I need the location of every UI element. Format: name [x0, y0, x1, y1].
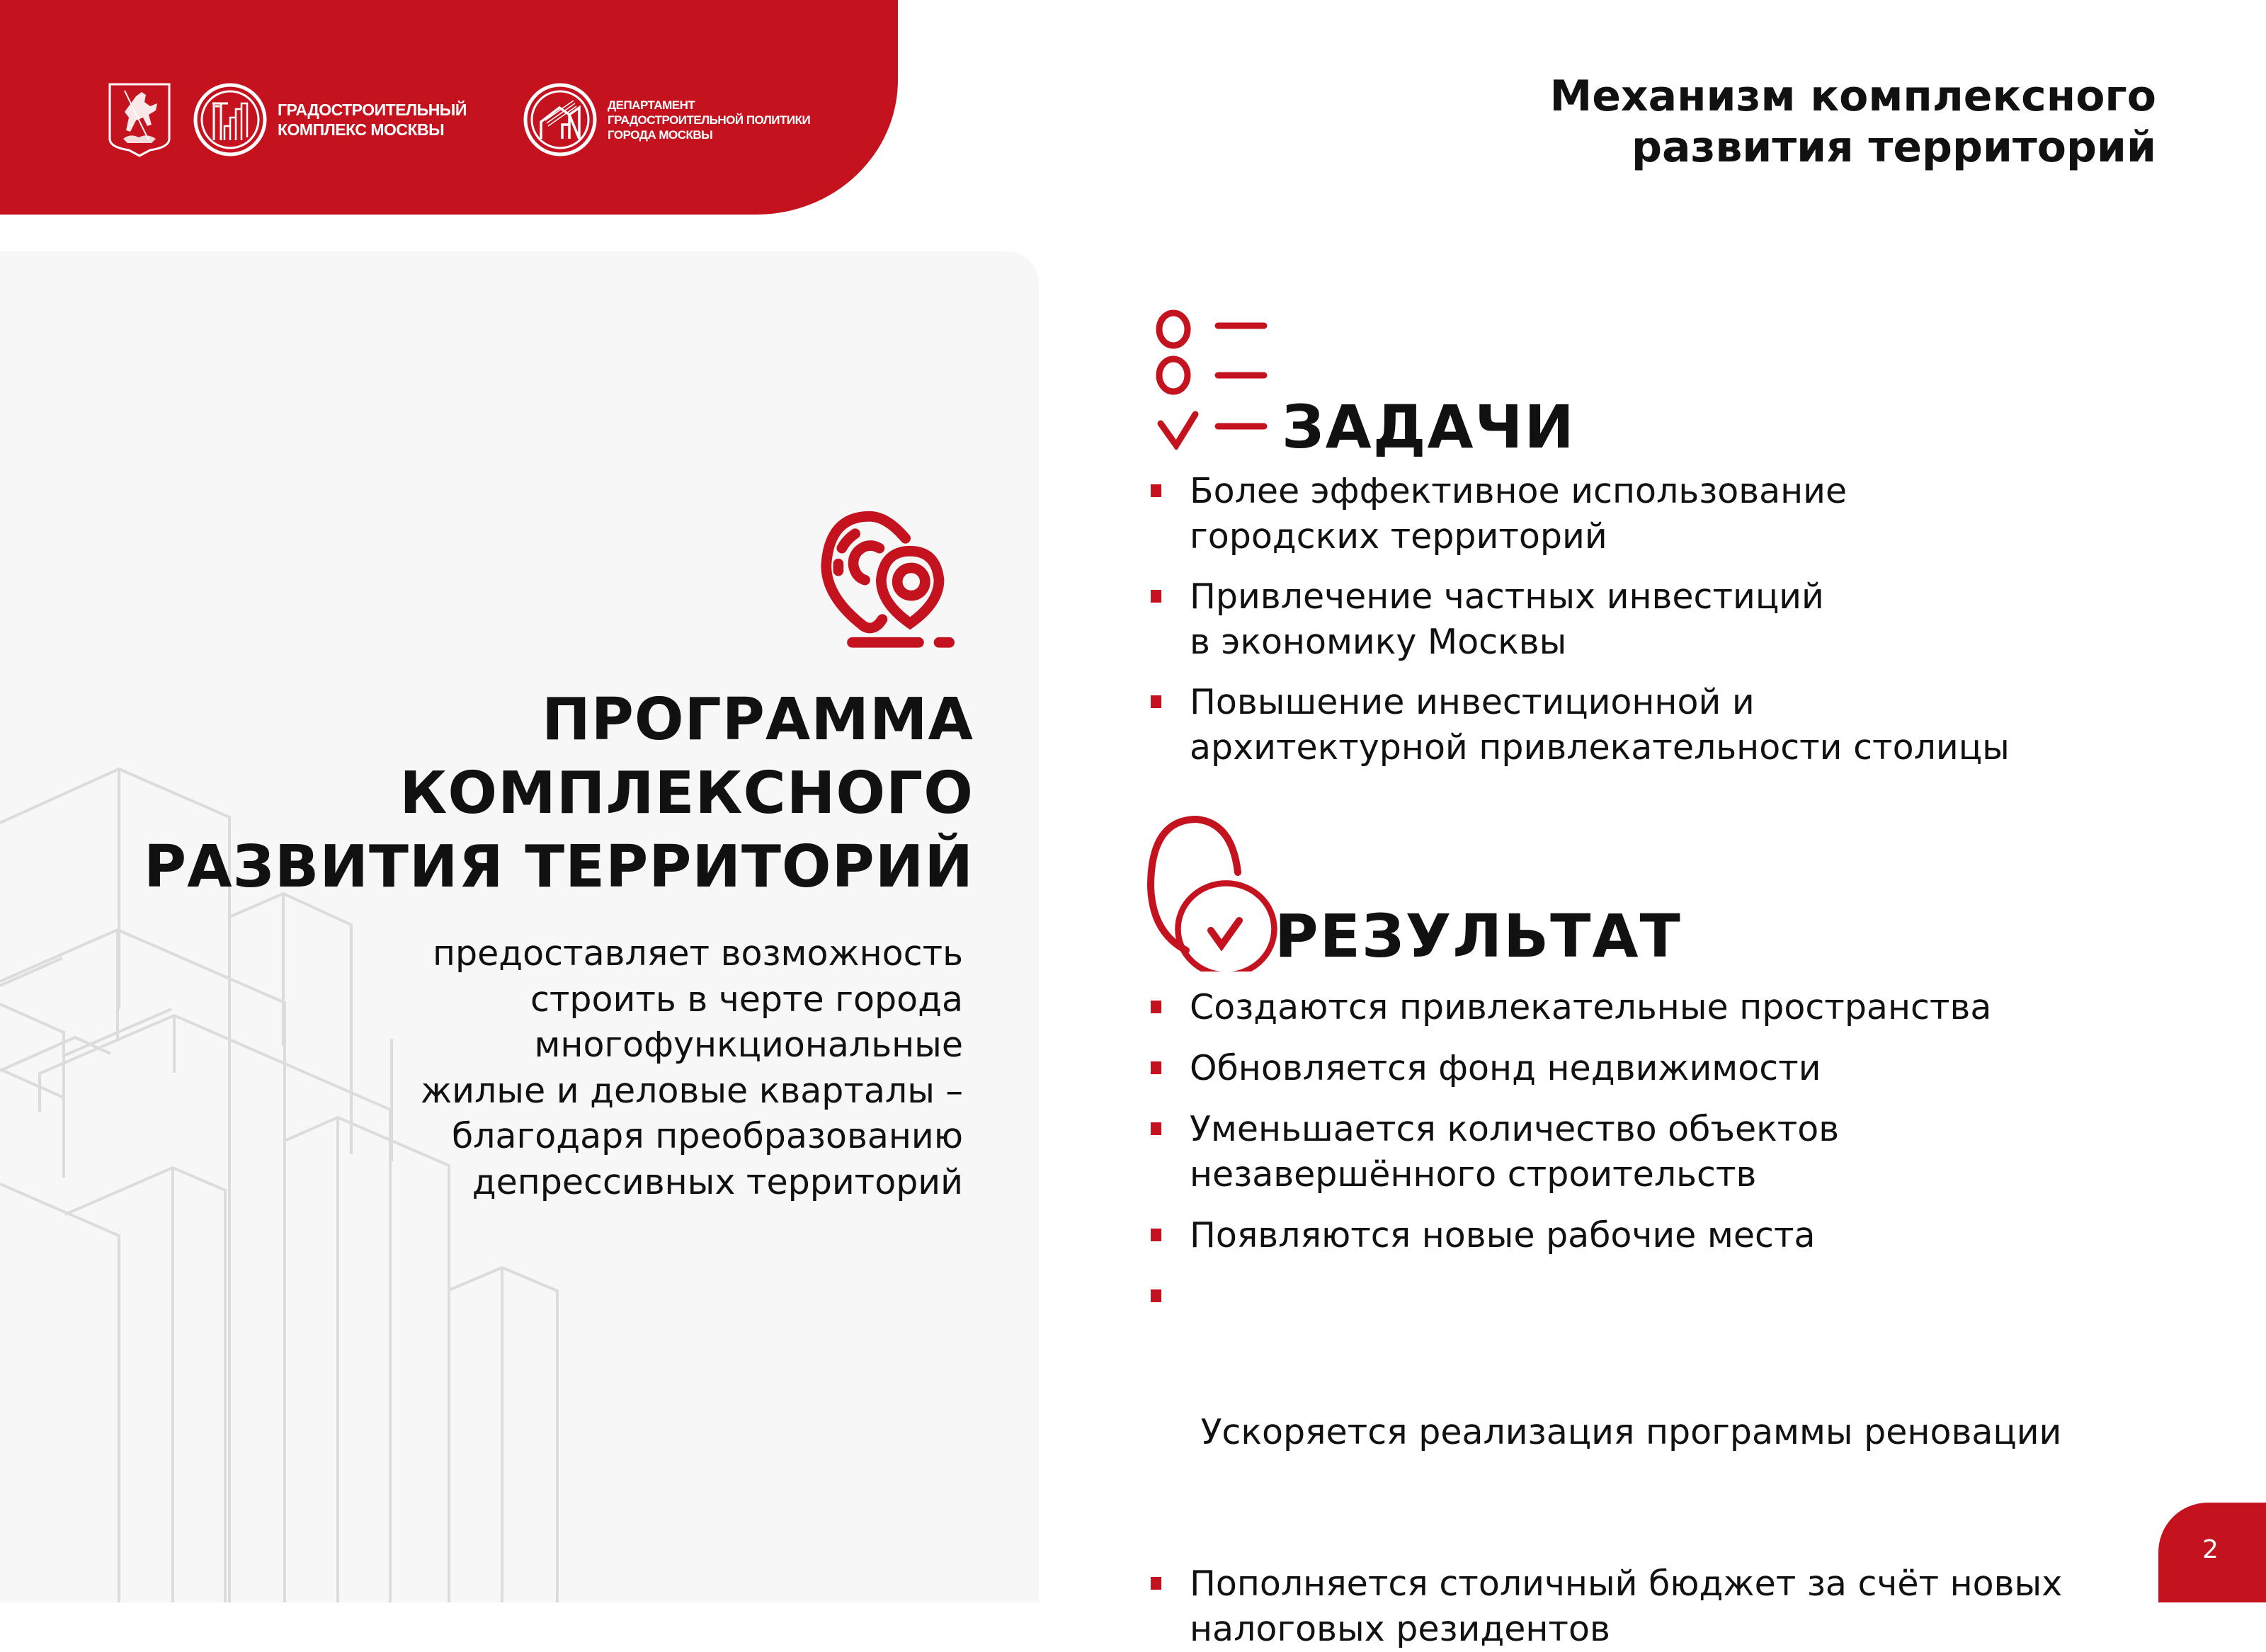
- moscow-logo-block: [108, 82, 467, 157]
- result-item: [1147, 1561, 2062, 1652]
- task-line: в экономику Москвы: [1190, 622, 1567, 662]
- skyline-illustration-icon: [0, 251, 1039, 1602]
- page-number-badge: [2158, 1503, 2266, 1602]
- task-item: [1147, 680, 2010, 770]
- left-panel: [0, 251, 1039, 1602]
- result-item: [1147, 1046, 2062, 1091]
- moscow-coat-of-arms-icon: [108, 82, 171, 157]
- bullet-square-icon: [1151, 1061, 1161, 1074]
- tasks-title: ЗАДАЧИ: [1282, 392, 1576, 462]
- description-line: многофункциональные: [534, 1025, 963, 1065]
- task-line: архитектурной привлекательности столицы: [1190, 727, 2010, 768]
- logo2-line: ГРАДОСТРОИТЕЛЬНОЙ ПОЛИТИКИ: [608, 113, 811, 127]
- page-title-line: развития территорий: [1632, 123, 2156, 172]
- result-line: Появляются новые рабочие места: [1190, 1215, 1816, 1255]
- result-item: [1147, 985, 2062, 1030]
- bullet-square-icon: [1151, 1289, 1161, 1302]
- result-line: Ускоряется реализация программы реновации: [1190, 1412, 2062, 1452]
- bullet-square-icon: [1151, 1577, 1161, 1590]
- program-title: [144, 683, 974, 904]
- description-line: депрессивных территорий: [472, 1161, 963, 1202]
- bullet-square-icon: [1151, 695, 1161, 708]
- department-logo-block: [523, 82, 810, 157]
- bullet-square-icon: [1151, 1001, 1161, 1013]
- result-line: налоговых резидентов: [1190, 1609, 1610, 1649]
- checklist-icon: [1147, 304, 1296, 450]
- header-band: [0, 0, 898, 215]
- task-line: городских территорий: [1190, 516, 1607, 557]
- tasks-list: [1147, 469, 2010, 770]
- city-construction-complex-logo-icon: [193, 82, 268, 157]
- bullet-square-icon: [1151, 590, 1161, 603]
- program-title-line: КОМПЛЕКСНОГО: [399, 760, 974, 827]
- page-number: 2: [2202, 1535, 2219, 1564]
- result-item: [1147, 1107, 2062, 1197]
- logo2-line: ДЕПАРТАМЕНТ: [608, 98, 695, 112]
- logo1-line: ГРАДОСТРОИТЕЛЬНЫЙ: [278, 101, 467, 119]
- results-list: [1147, 985, 2062, 1652]
- logo1-text: [278, 100, 467, 139]
- result-line: Обновляется фонд недвижимости: [1190, 1048, 1821, 1088]
- map-pins-icon: [800, 492, 974, 662]
- task-item: [1147, 574, 2010, 665]
- results-header: [1144, 809, 1682, 972]
- program-title-line: ПРОГРАММА: [542, 686, 974, 753]
- bullet-square-icon: [1151, 1229, 1161, 1241]
- urban-planning-department-logo-icon: [523, 82, 598, 157]
- tasks-header: [1147, 304, 1576, 462]
- bullet-square-icon: [1151, 1122, 1161, 1135]
- description-line: строить в черте города: [530, 979, 963, 1020]
- description-line: благодаря преобразованию: [451, 1116, 963, 1156]
- result-item: [1147, 1274, 2062, 1546]
- result-item: [1147, 1213, 2062, 1258]
- results-title: РЕЗУЛЬТАТ: [1275, 901, 1682, 971]
- result-line: Создаются привлекательные пространства: [1190, 987, 1992, 1027]
- logo2-text: [608, 98, 810, 142]
- description-line: жилые и деловые кварталы –: [420, 1070, 963, 1111]
- task-line: Привлечение частных инвестиций: [1190, 576, 1824, 617]
- task-item: [1147, 469, 2010, 559]
- page-title-line: Механизм комплексного: [1549, 72, 2156, 121]
- result-line: Уменьшается количество объектов: [1190, 1109, 1840, 1149]
- task-line: Более эффективное использование: [1190, 471, 1847, 511]
- task-line: Повышение инвестиционной и: [1190, 682, 1755, 722]
- page-title: [1550, 71, 2157, 173]
- bullet-square-icon: [1151, 484, 1161, 497]
- description-line: предоставляет возможность: [433, 933, 963, 974]
- result-line: Пополняется столичный бюджет за счёт новых: [1190, 1563, 2063, 1604]
- program-title-line: РАЗВИТИЯ ТЕРРИТОРИЙ: [144, 833, 974, 901]
- logo2-line: ГОРОДА МОСКВЫ: [608, 127, 713, 142]
- program-description: [421, 931, 963, 1205]
- logo1-line: КОМПЛЕКС МОСКВЫ: [278, 120, 445, 139]
- result-line: незавершённого строительств: [1190, 1154, 1757, 1195]
